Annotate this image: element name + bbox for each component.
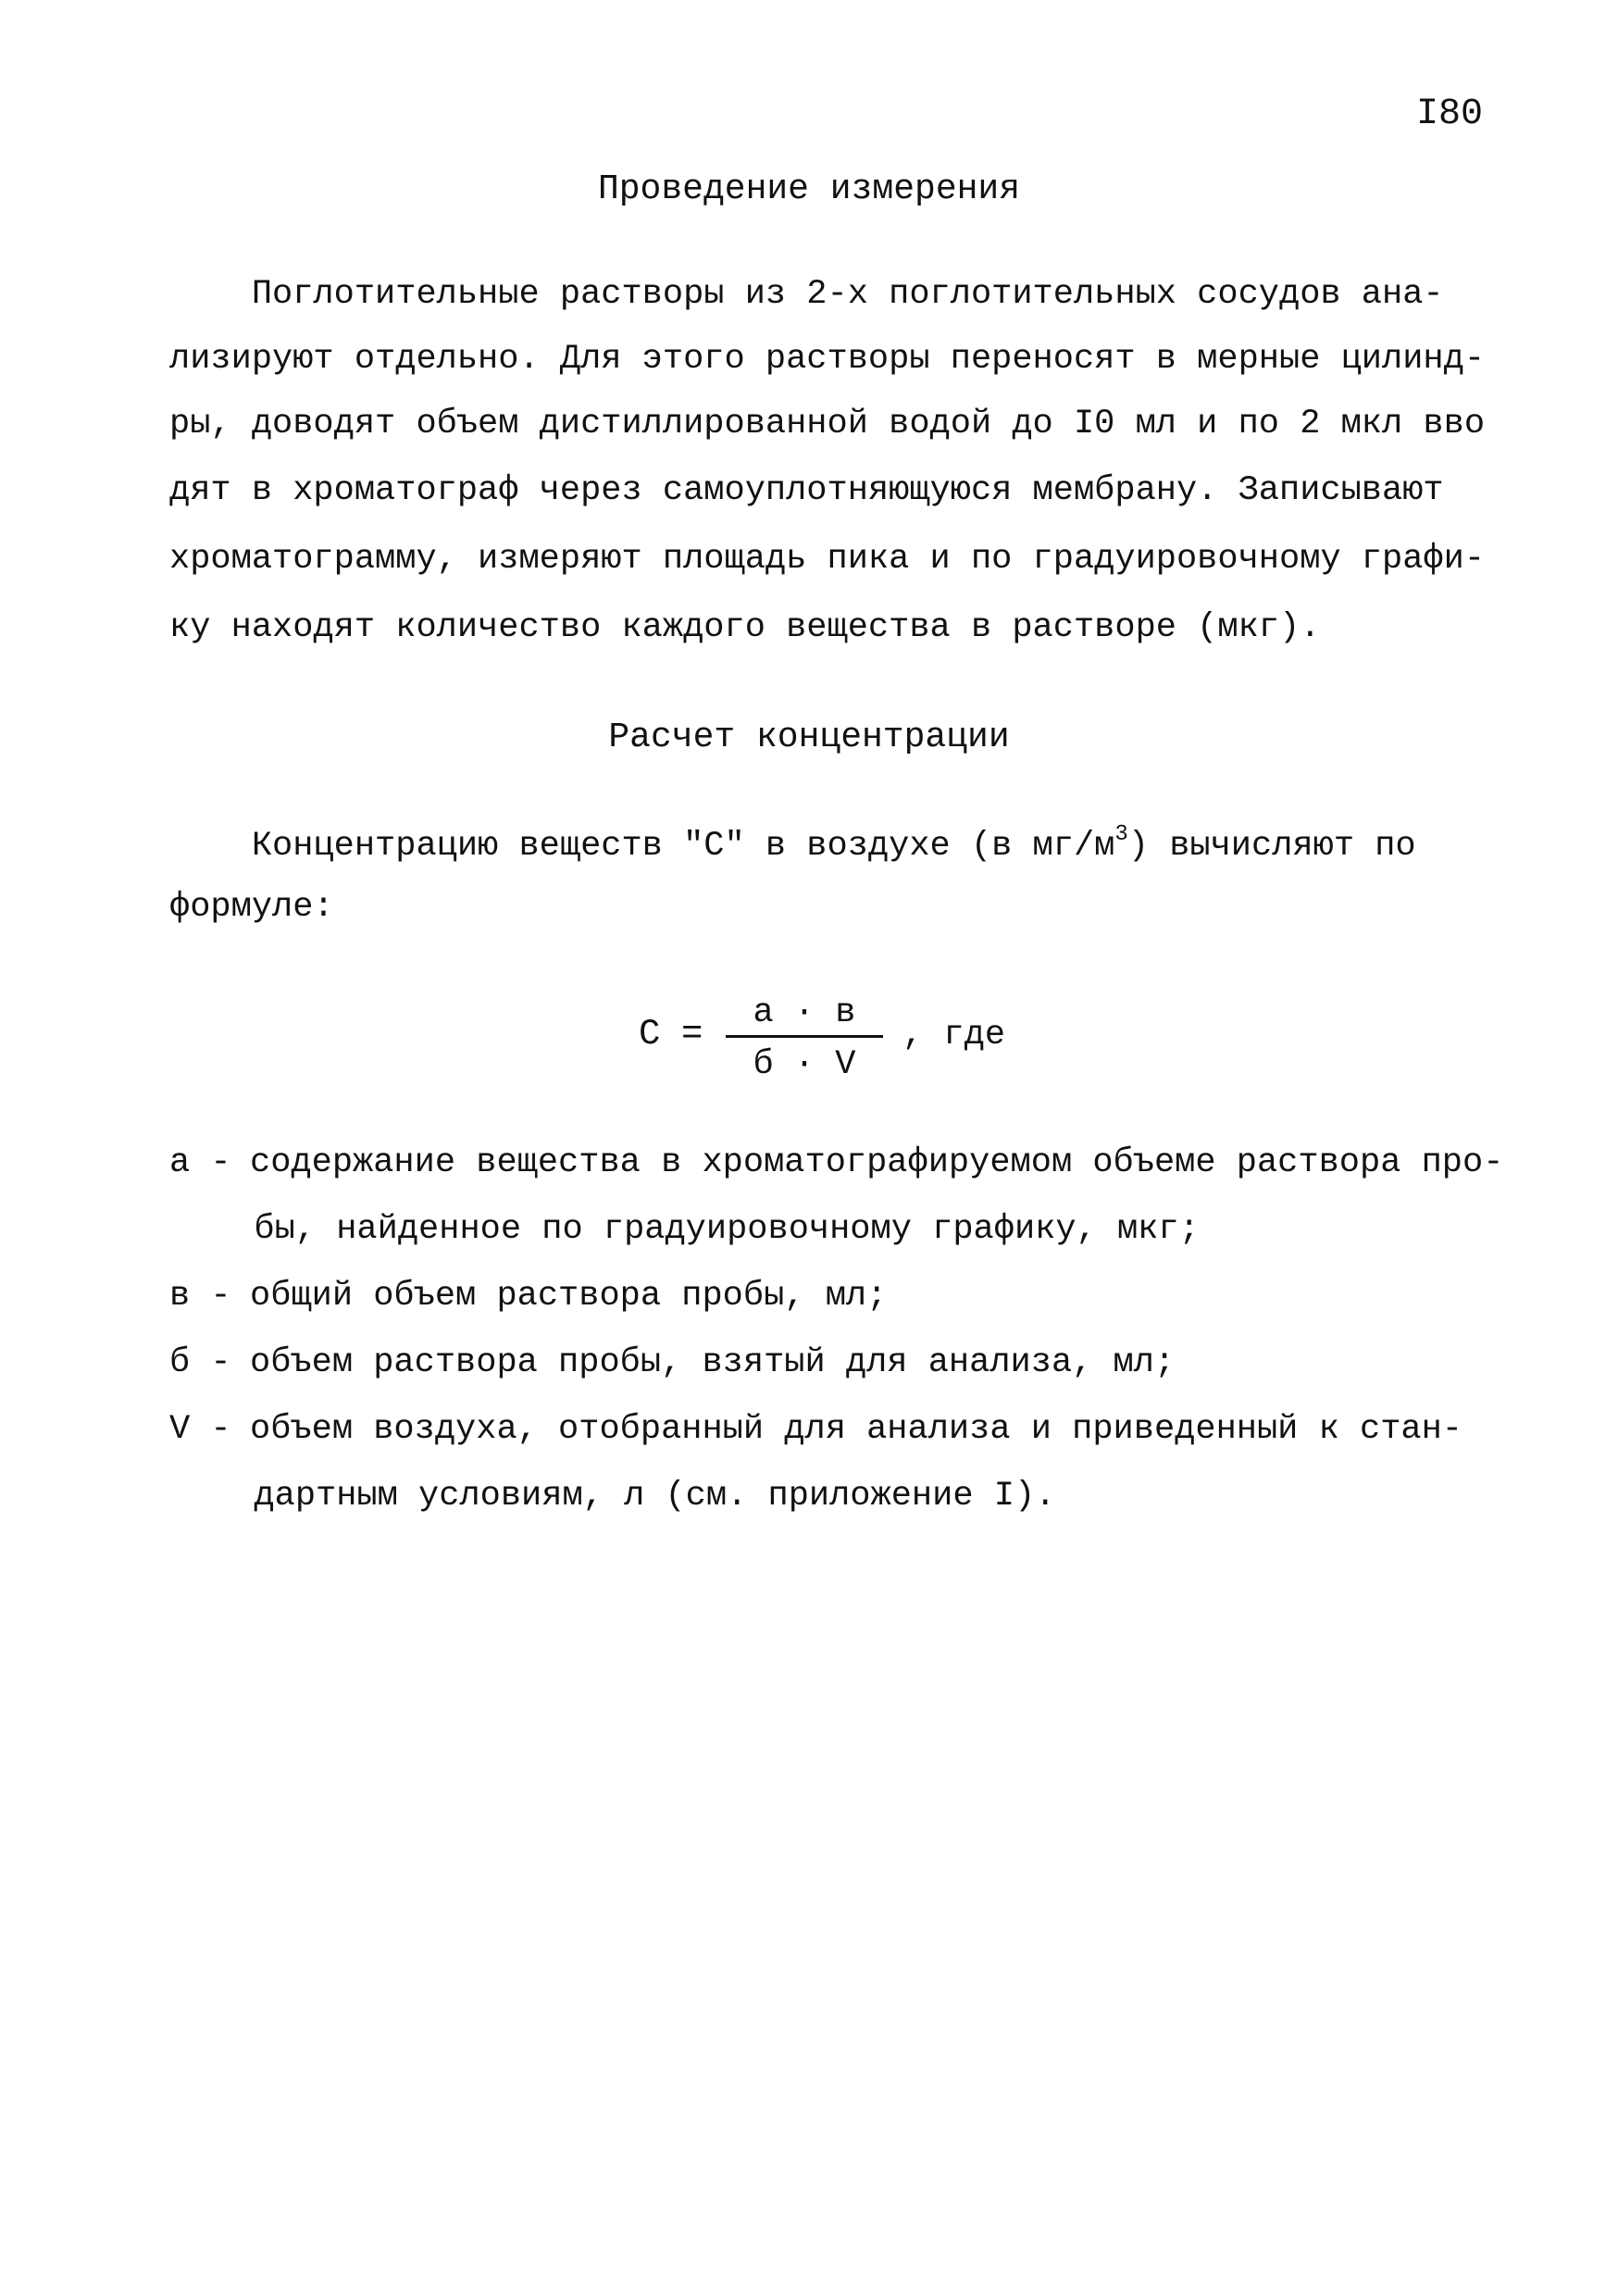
formula-lhs: С xyxy=(639,1014,661,1054)
definition-mark: а - xyxy=(169,1143,231,1182)
definition-volume xyxy=(0,1410,1618,1524)
paragraph-line: дят в хроматограф через самоуплотняющуюся мембрану. Записывают xyxy=(169,471,1444,510)
formula-intro xyxy=(169,824,1416,864)
paragraph-line: хроматограмму, измеряют площадь пика и по градуировочному графи- xyxy=(169,540,1486,579)
definition-b xyxy=(0,1343,1618,1392)
definition-line: объем раствора пробы, взятый для анализа, мл; xyxy=(250,1343,1176,1382)
superscript-three: 3 xyxy=(1114,822,1128,847)
formula-equals: = xyxy=(681,1014,703,1054)
definition-mark: б - xyxy=(169,1343,231,1382)
definition-line: дартным условиям, л (см. приложение I). xyxy=(213,1477,1056,1516)
concentration-formula xyxy=(639,993,1027,1098)
page-number: I80 xyxy=(1416,94,1484,135)
fraction-bar xyxy=(726,1035,883,1038)
formula-denominator: б · V xyxy=(753,1045,856,1084)
formula-numerator: а · в xyxy=(753,993,856,1032)
paragraph-line: Поглотительные растворы из 2-х поглотительных сосудов ана- xyxy=(169,275,1444,314)
formula-suffix: , где xyxy=(902,1016,1006,1054)
definition-a xyxy=(0,1143,1618,1257)
definition-v xyxy=(0,1279,1618,1326)
formula-intro-text-a: Концентрацию веществ "С" в воздухе (в мг/м xyxy=(169,827,1115,866)
definition-mark: V - xyxy=(169,1410,231,1449)
paragraph-line: ку находят количество каждого вещества в растворе (мкг). xyxy=(169,608,1321,647)
definition-line: объем воздуха, отобранный для анализа и приведенный к стан- xyxy=(250,1410,1463,1449)
paragraph-line: лизируют отдельно. Для этого растворы переносят в мерные цилинд- xyxy=(169,340,1486,379)
definition-line: бы, найденное по градуировочному графику, мкг; xyxy=(213,1210,1200,1249)
formula-intro-line2: формуле: xyxy=(169,888,334,927)
section-title-measurement: Проведение измерения xyxy=(597,169,1021,209)
definition-line: содержание вещества в хроматографируемом объеме раствора про- xyxy=(250,1143,1504,1182)
paragraph-line: ры, доводят объем дистиллированной водой до I0 мл и по 2 мкл вво xyxy=(169,405,1486,443)
definition-line: общий объем раствора пробы, мл; xyxy=(250,1277,888,1316)
section-title-calculation: Расчет концентрации xyxy=(608,718,1010,757)
definition-mark: в - xyxy=(169,1277,231,1316)
formula-intro-text-b: ) вычисляют по xyxy=(1127,827,1416,866)
